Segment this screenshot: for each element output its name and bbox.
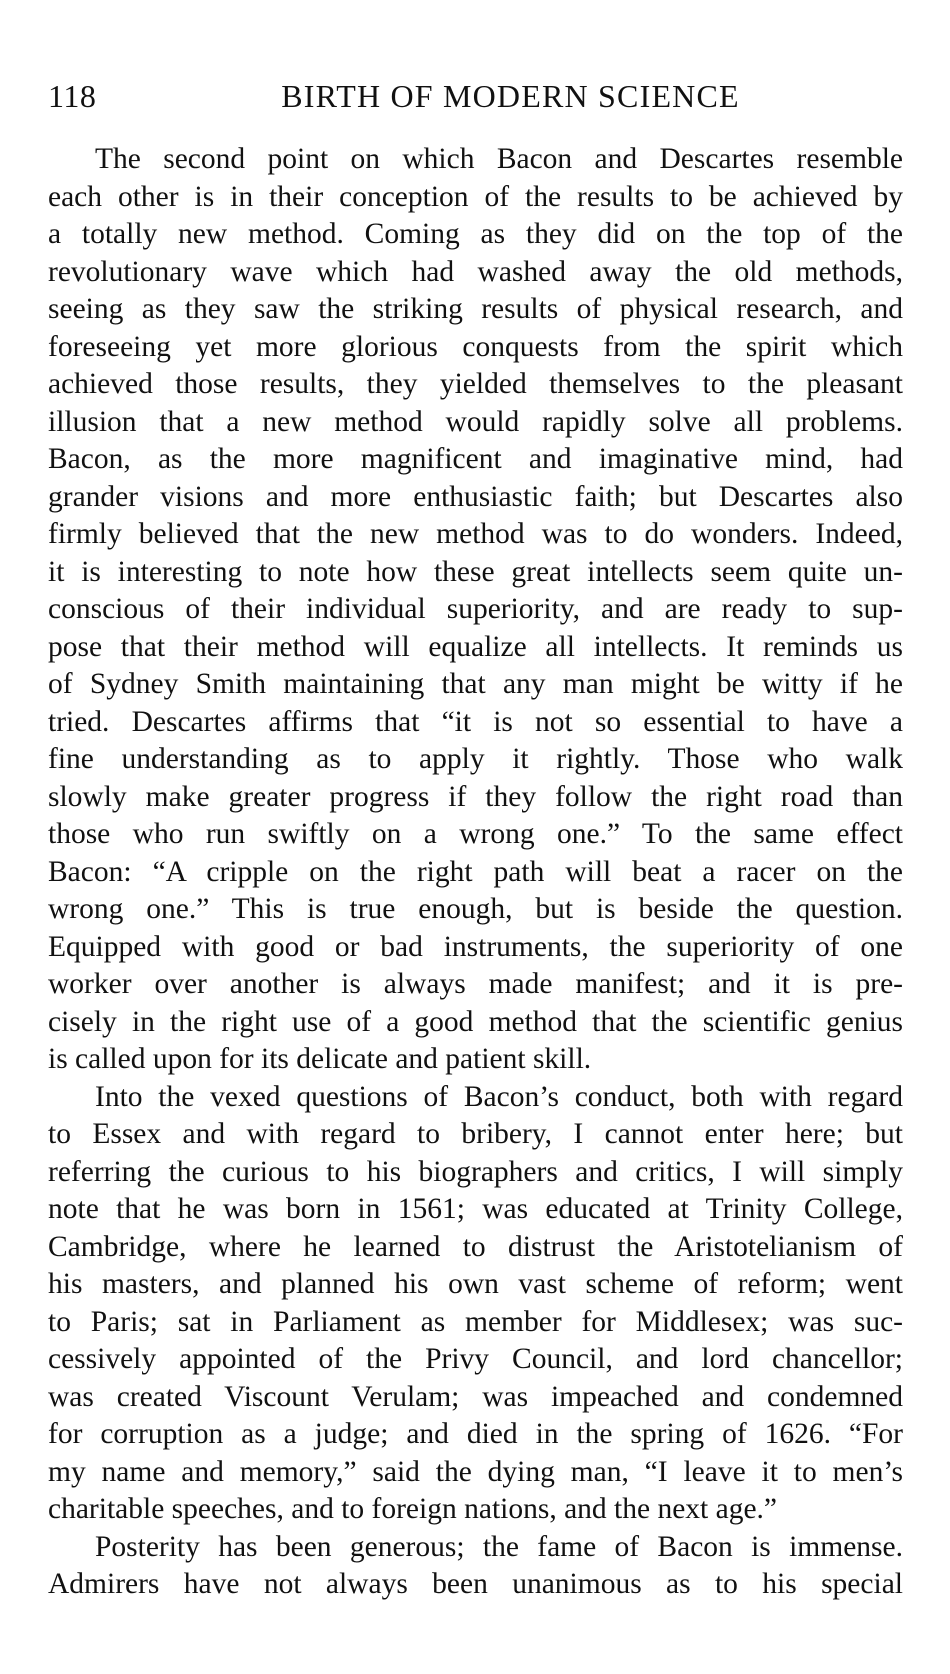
text-line: tried. Descartes affirms that “it is not so essential to have a [48, 705, 903, 738]
text-line: note that he was born in 1561; was educated at Trinity College, [48, 1193, 903, 1225]
text-line: my name and memory,” said the dying man, “I leave it to men’s [48, 1455, 903, 1488]
text-line: Bacon, as the more magnificent and imaginative mind, had [48, 443, 903, 475]
text-line: achieved those results, they yielded themselves to the pleasant [48, 368, 903, 400]
text-line: worker over another is always made manifest; and it is pre- [48, 968, 903, 1000]
text-line: conscious of their individual superiority, and are ready to sup- [48, 593, 903, 625]
text-line: his masters, and planned his own vast scheme of reform; went [48, 1268, 903, 1300]
text-line: charitable speeches, and to foreign nations, and the next age.” [48, 1493, 778, 1525]
paragraph-2 [48, 1079, 903, 1529]
text-line: referring the curious to his biographers and critics, I will simply [48, 1155, 903, 1188]
text-line: cessively appointed of the Privy Council, and lord chancellor; [48, 1343, 903, 1375]
text-line: fine understanding as to apply it rightly. Those who walk [48, 743, 903, 775]
text-line: each other is in their conception of the results to be achieved by [48, 180, 903, 213]
text-line: wrong one.” This is true enough, but is beside the question. [48, 893, 903, 925]
text-line: The second point on which Bacon and Descartes resemble [95, 143, 903, 175]
text-line: of Sydney Smith maintaining that any man might be witty if he [48, 668, 903, 700]
text-line: firmly believed that the new method was to do wonders. Indeed, [48, 518, 903, 550]
running-head [48, 74, 903, 118]
text-line: for corruption as a judge; and died in the spring of 1626. “For [48, 1418, 903, 1450]
text-line: Bacon: “A cripple on the right path will beat a racer on the [48, 855, 903, 888]
text-line: cisely in the right use of a good method that the scientific genius [48, 1005, 903, 1038]
text-line: Equipped with good or bad instruments, the superiority of one [48, 930, 903, 963]
text-line: those who run swiftly on a wrong one.” To the same effect [48, 818, 903, 850]
running-title: BIRTH OF MODERN SCIENCE [281, 78, 740, 114]
page-number: 118 [48, 78, 97, 114]
text-line: was created Viscount Verulam; was impeached and condemned [48, 1380, 903, 1413]
text-line: illusion that a new method would rapidly solve all problems. [48, 405, 903, 438]
text-line: revolutionary wave which had washed away the old methods, [48, 255, 903, 288]
text-line: Posterity has been generous; the fame of Bacon is immense. [95, 1530, 903, 1563]
text-line: pose that their method will equalize all intellects. It reminds us [48, 630, 903, 663]
text-line: a totally new method. Coming as they did on the top of the [48, 218, 903, 250]
text-line: slowly make greater progress if they follow the right road than [48, 780, 903, 813]
text-line: grander visions and more enthusiastic faith; but Descartes also [48, 480, 903, 513]
text-line: Cambridge, where he learned to distrust the Aristotelianism of [48, 1230, 903, 1263]
text-line: to Essex and with regard to bribery, I cannot enter here; but [48, 1118, 903, 1150]
text-line: to Paris; sat in Parliament as member for Middlesex; was suc- [48, 1305, 903, 1338]
body-text [48, 141, 903, 1604]
text-line: seeing as they saw the striking results of physical research, and [48, 293, 903, 325]
text-line: foreseeing yet more glorious conquests from the spirit which [48, 330, 903, 363]
text-line: Into the vexed questions of Bacon’s conduct, both with regard [95, 1080, 903, 1113]
paragraph-3 [48, 1529, 903, 1604]
paragraph-1 [48, 141, 903, 1079]
text-line: is called upon for its delicate and patient skill. [48, 1043, 592, 1075]
text-line: it is interesting to note how these great intellects seem quite un- [48, 555, 903, 588]
text-line: Admirers have not always been unanimous as to his special [48, 1568, 903, 1600]
